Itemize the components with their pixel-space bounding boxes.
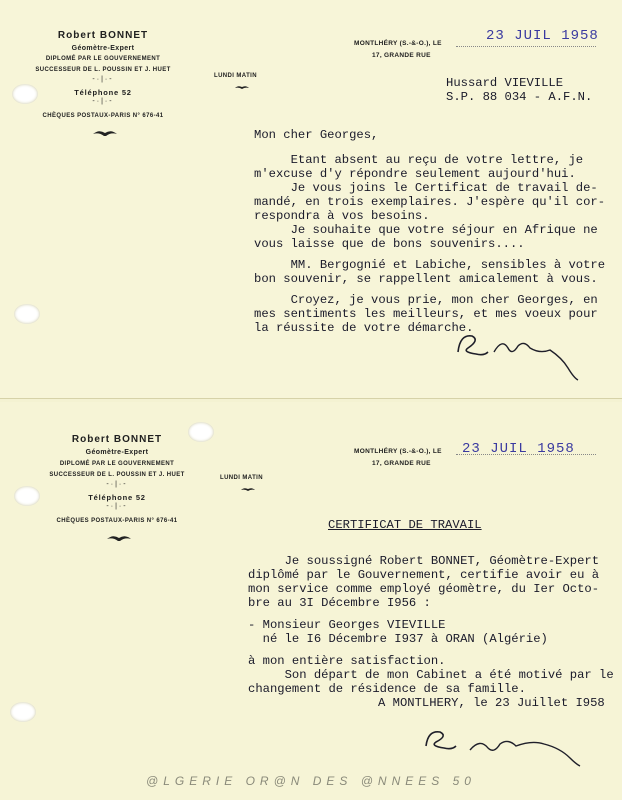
letterhead-successor: SUCCESSEUR DE L. POUSSIN ET J. HUET xyxy=(49,472,185,478)
body-line: Son départ de mon Cabinet a été motivé par le xyxy=(248,668,614,682)
place-date: A MONTLHERY, le 23 Juillet I958 xyxy=(378,696,605,710)
body-line: respondra à vos besoins. xyxy=(254,209,430,223)
salutation: Mon cher Georges, xyxy=(254,128,379,142)
ornament-divider: -·|·- xyxy=(92,76,114,83)
recipient-line: S.P. 88 034 - A.F.N. xyxy=(446,90,593,104)
body-line: Je vous joins le Certificat de travail de- xyxy=(254,181,598,195)
body-line: bre au 3I Décembre I956 : xyxy=(248,596,431,610)
small-ornament-icon xyxy=(234,84,250,90)
punch-hole xyxy=(10,702,36,722)
date-stamp: 23 JUIL 1958 xyxy=(486,28,599,44)
watermark-text: @LGERIE OR@N DES @NNEES 50 xyxy=(146,774,476,788)
handwritten-signature xyxy=(450,322,590,384)
letterhead-name: Robert BONNET xyxy=(57,30,149,41)
certificate-title: CERTIFICAT DE TRAVAIL xyxy=(328,518,482,532)
bird-ornament-icon xyxy=(106,533,132,543)
recipient-line: Hussard VIEVILLE xyxy=(446,76,564,90)
letterhead-cheques: CHÈQUES POSTAUX-PARIS N° 676-41 xyxy=(42,113,164,119)
letterhead-street: 17, GRANDE RUE xyxy=(372,52,431,59)
date-stamp: 23 JUIL 1958 xyxy=(462,441,575,457)
body-line xyxy=(254,251,605,258)
certificate-sheet xyxy=(0,402,622,800)
body-line: la réussite de votre démarche. xyxy=(254,321,474,335)
letterhead-schedule: LUNDI MATIN xyxy=(220,475,263,481)
body-line: Croyez, je vous prie, mon cher Georges, en xyxy=(254,293,598,307)
body-line: né le I6 Décembre I937 à ORAN (Algérie) xyxy=(248,632,548,646)
letterhead-cheques: CHÈQUES POSTAUX-PARIS N° 676-41 xyxy=(56,518,178,524)
ornament-divider: -·|·- xyxy=(92,98,114,105)
body-line: changement de résidence de sa famille. xyxy=(248,682,526,696)
letterhead-street: 17, GRANDE RUE xyxy=(372,460,431,467)
body-line: diplômé par le Gouvernement, certifie avoir eu à xyxy=(248,568,600,582)
letterhead-name: Robert BONNET xyxy=(71,434,163,445)
small-ornament-icon xyxy=(240,486,256,492)
letterhead-phone: Téléphone 52 xyxy=(88,493,146,502)
body-line: m'excuse d'y répondre seulement aujourd'hui. xyxy=(254,167,576,181)
ornament-divider: -·|·- xyxy=(106,481,128,488)
body-line: bon souvenir, se rappellent amicalement à vous. xyxy=(254,272,598,286)
body-line: Je souhaite que votre séjour en Afrique ne xyxy=(254,223,598,237)
body-line xyxy=(254,286,605,293)
letterhead-successor: SUCCESSEUR DE L. POUSSIN ET J. HUET xyxy=(35,67,171,73)
body-line: - Monsieur Georges VIEVILLE xyxy=(248,618,446,632)
handwritten-signature xyxy=(420,718,590,770)
letter-body xyxy=(254,153,605,335)
letterhead-schedule: LUNDI MATIN xyxy=(214,73,257,79)
letterhead-phone: Téléphone 52 xyxy=(74,88,132,97)
body-line: vous laisse que de bons souvenirs.... xyxy=(254,237,525,251)
letterhead-city: MONTLHÉRY (S.-&-O.), LE xyxy=(354,40,442,47)
certificate-body xyxy=(248,554,614,696)
ornament-divider: -·|·- xyxy=(106,503,128,510)
body-line: mon service comme employé géomètre, du Ier Octo- xyxy=(248,582,600,596)
punch-hole xyxy=(14,304,40,324)
body-line: mes sentiments les meilleurs, et mes voeux pour xyxy=(254,307,598,321)
body-line: à mon entière satisfaction. xyxy=(248,654,446,668)
letterhead-diploma: DIPLOMÉ PAR LE GOUVERNEMENT xyxy=(45,56,161,62)
date-line xyxy=(456,46,596,47)
letterhead-title: Géomètre-Expert xyxy=(71,45,135,52)
letterhead-diploma: DIPLOMÉ PAR LE GOUVERNEMENT xyxy=(59,461,175,467)
letterhead-city: MONTLHÉRY (S.-&-O.), LE xyxy=(354,448,442,455)
body-line: Etant absent au reçu de votre lettre, je xyxy=(254,153,584,167)
letter-sheet xyxy=(0,0,622,399)
body-line xyxy=(248,610,614,618)
body-line: mandé, en trois exemplaires. J'espère qu'il cor- xyxy=(254,195,606,209)
body-line: MM. Bergognié et Labiche, sensibles à votre xyxy=(254,258,606,272)
bird-ornament-icon xyxy=(92,128,118,138)
body-line xyxy=(248,646,614,654)
letterhead-title: Géomètre-Expert xyxy=(85,449,149,456)
body-line: Je soussigné Robert BONNET, Géomètre-Expert xyxy=(248,554,600,568)
